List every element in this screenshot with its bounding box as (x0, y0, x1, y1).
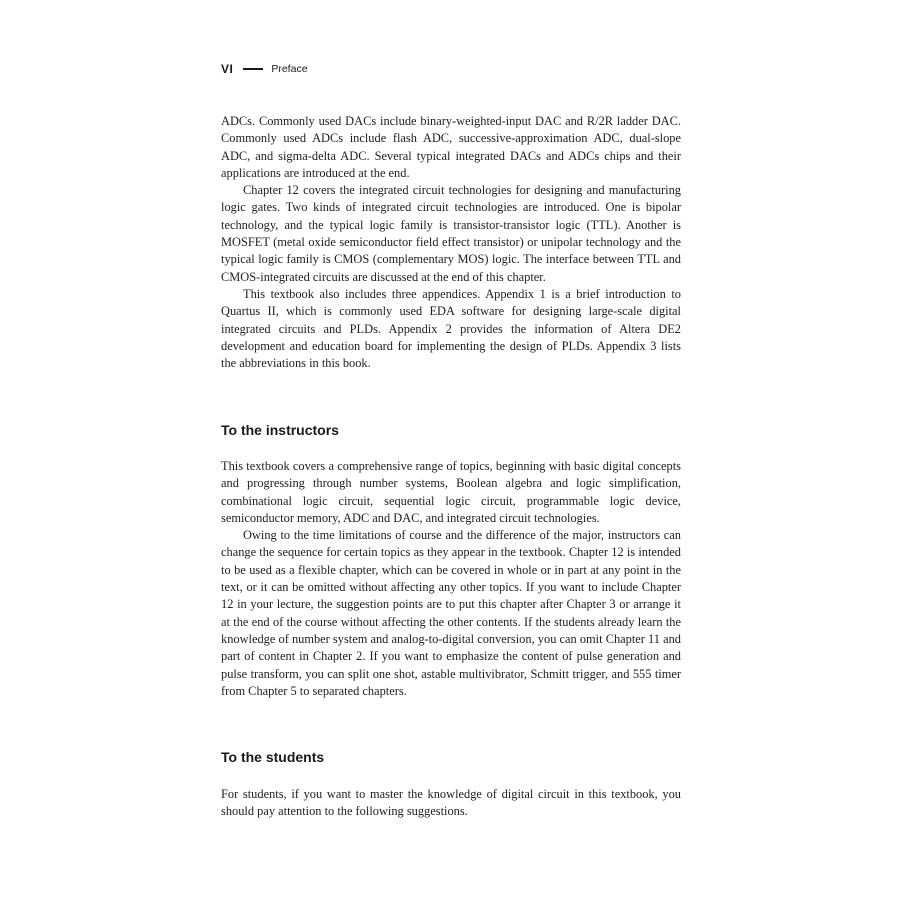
page-number: VI (221, 62, 234, 76)
instructors-section (221, 458, 681, 700)
running-head-rule (243, 68, 263, 70)
students-section (221, 786, 681, 821)
heading-to-the-students: To the students (221, 749, 325, 765)
heading-to-the-instructors: To the instructors (221, 422, 339, 438)
paragraph-chapter-12: Chapter 12 covers the integrated circuit technologies for designing and manufacturing logic gates. Two kinds of integrated circuit technologies are introduced. One is bipolar technology, and the typical logic family is transistor-transistor logic (TTL). Another is MOSFET (metal oxide semiconductor field effect transistor) or unipolar technology and the typical logic family is CMOS (complementary MOS) logic. The interface between TTL and CMOS-integrated circuits are discussed at the end of this chapter. (221, 183, 681, 284)
running-head-section: Preface (271, 63, 308, 75)
paragraph-sequence-advice: Owing to the time limitations of course and the difference of the major, instructors can change the sequence for certain topics as they appear in the textbook. Chapter 12 is intended to be used as a flexible chapter, which can be covered in whole or in part at any point in the text, or it can be omitted without affecting any other topics. If you want to include Chapter 12 in your lecture, the suggestion points are to put this chapter after Chapter 3 or arrange it at the end of the course without affecting the other contents. If the students already learn the knowledge of number system and analog-to-digital conversion, you can omit Chapter 11 and part of content in Chapter 2. If you want to emphasize the content of pulse generation and pulse transform, you can split one shot, astable multivibrator, Schmitt trigger, and 555 timer from Chapter 5 to separated chapters. (221, 528, 681, 698)
paragraph-adc-dac: ADCs. Commonly used DACs include binary-weighted-input DAC and R/2R ladder DAC. Commonly used ADCs include flash ADC, successive-approximation ADC, dual-slope ADC, and sigma-delta ADC. Several typical integrated DACs and ADCs chips and their applications are introduced at the end. (221, 114, 681, 180)
paragraph-student-suggestions: For students, if you want to master the knowledge of digital circuit in this textbook, you should pay attention to the following suggestions. (221, 787, 681, 819)
paragraph-appendices: This textbook also includes three appendices. Appendix 1 is a brief introduction to Quartus II, which is commonly used EDA software for designing large-scale digital integrated circuits and PLDs. Appendix 2 provides the information of Altera DE2 development and education board for implementing the design of PLDs. Appendix 3 lists the abbreviations in this book. (221, 286, 681, 371)
paragraph-topics-overview: This textbook covers a comprehensive range of topics, beginning with basic digital concepts and progressing through number systems, Boolean algebra and logic simplification, combinational logic circuit, sequential logic circuit, programmable logic device, semiconductor memory, ADC and DAC, and integrated circuit technologies. (221, 459, 681, 525)
preface-continuation (221, 113, 681, 372)
running-head (221, 62, 308, 76)
